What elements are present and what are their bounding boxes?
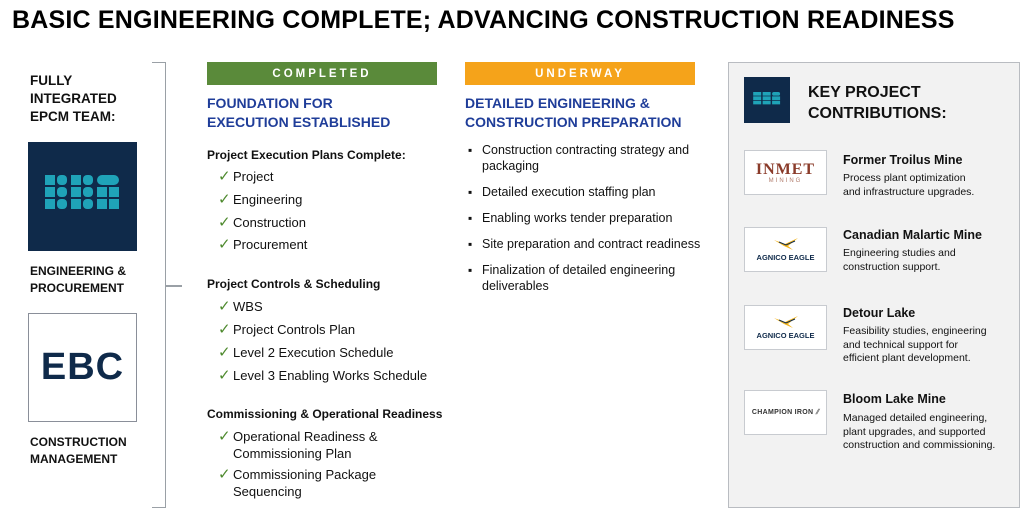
check-item-label: Commissioning Plan <box>233 446 352 461</box>
team-bracket <box>152 62 166 508</box>
check-item <box>218 298 263 316</box>
project-description-line: efficient plant development. <box>843 352 971 364</box>
check-item <box>218 236 307 254</box>
project-description <box>843 172 1018 199</box>
agnico-eagle-logo <box>744 227 827 272</box>
completed-heading-line: FOUNDATION FOR <box>207 95 333 111</box>
ebc-logo-text: EBC <box>40 346 125 388</box>
bullet-icon: ▪ <box>468 237 473 251</box>
completed-heading-line: EXECUTION ESTABLISHED <box>207 114 391 130</box>
underway-banner: UNDERWAY <box>465 62 695 85</box>
project-description-line: and technical support for <box>843 338 958 351</box>
bullet-icon: ▪ <box>468 185 473 199</box>
project-description-line: Engineering studies and <box>843 247 956 259</box>
engineering-label-line: ENGINEERING & <box>30 264 127 278</box>
project-description <box>843 247 1018 274</box>
check-item <box>218 191 302 209</box>
team-heading-line: INTEGRATED <box>30 91 117 106</box>
project-description <box>843 412 1018 453</box>
check-item <box>218 466 376 500</box>
project-description-line: plant upgrades, and supported <box>843 425 986 438</box>
check-item <box>218 367 427 385</box>
project-name: Bloom Lake Mine <box>843 392 946 406</box>
list-item <box>466 262 716 294</box>
checkmark-icon: ✓ <box>218 321 231 338</box>
bba-logo-mark-icon <box>45 175 121 219</box>
check-item-label: Construction <box>233 215 306 230</box>
page-title: BASIC ENGINEERING COMPLETE; ADVANCING CONSTRUCTION READINESS <box>12 6 955 34</box>
underway-heading-line: DETAILED ENGINEERING & <box>465 95 650 111</box>
underway-bullet-list <box>466 142 716 304</box>
project-description-line: Process plant optimization <box>843 172 966 184</box>
construction-label-line: CONSTRUCTION <box>30 435 127 449</box>
inmet-logo-text: INMET <box>755 160 816 178</box>
check-item-label: Project <box>233 169 274 184</box>
checkmark-icon: ✓ <box>218 367 231 384</box>
key-projects-heading-line: KEY PROJECT <box>808 84 921 101</box>
checkmark-icon: ✓ <box>218 298 231 315</box>
check-item-label: Procurement <box>233 237 308 252</box>
engineering-label-line: PROCUREMENT <box>30 281 125 295</box>
check-item <box>218 344 393 362</box>
team-heading-line: FULLY <box>30 73 73 88</box>
team-heading-line: EPCM TEAM: <box>30 109 116 124</box>
agnico-eagle-logo-text: AGNICO EAGLE <box>756 253 815 262</box>
check-item <box>218 214 306 232</box>
team-heading <box>30 72 117 126</box>
bba-logo-mark-icon <box>753 92 781 108</box>
checkmark-icon: ✓ <box>218 236 231 253</box>
check-item <box>218 168 273 186</box>
completed-heading <box>207 94 390 132</box>
check-item-label: Level 2 Execution Schedule <box>233 345 394 360</box>
list-item <box>466 210 716 226</box>
champion-iron-logo-label: CHAMPION IRON <box>751 408 814 416</box>
key-projects-heading <box>808 82 947 124</box>
bba-small-logo <box>744 77 790 123</box>
checkmark-icon: ✓ <box>218 214 231 231</box>
checkmark-icon: ✓ <box>218 191 231 208</box>
bba-logo <box>28 142 137 251</box>
checkmark-icon: ✓ <box>218 466 231 483</box>
agnico-eagle-logo-text: AGNICO EAGLE <box>756 331 815 340</box>
underway-heading-line: CONSTRUCTION PREPARATION <box>465 114 682 130</box>
project-name: Detour Lake <box>843 306 916 320</box>
engineering-label <box>30 263 126 297</box>
bullet-icon: ▪ <box>468 263 473 277</box>
check-item <box>218 428 378 462</box>
team-bracket-tick <box>166 285 182 287</box>
ebc-logo <box>28 313 137 422</box>
check-item-label: Engineering <box>233 192 303 207</box>
inmet-logo <box>744 150 827 195</box>
list-item-label: Enabling works tender preparation <box>482 211 673 225</box>
check-item-label: Commissioning Package <box>233 467 377 482</box>
list-item <box>466 142 716 174</box>
group-title: Project Execution Plans Complete: <box>207 148 406 162</box>
list-item-label: Detailed execution staffing plan <box>482 185 656 199</box>
inmet-logo-subtext: MINING <box>768 177 803 184</box>
check-item-label: Sequencing <box>233 484 302 499</box>
champion-iron-logo <box>744 390 827 435</box>
checkmark-icon: ✓ <box>218 344 231 361</box>
group-title: Commissioning & Operational Readiness <box>207 407 443 421</box>
check-item-label: Operational Readiness & <box>233 429 378 444</box>
construction-label <box>30 434 127 468</box>
check-item <box>218 321 355 339</box>
project-description-line: construction support. <box>843 260 941 273</box>
eagle-icon <box>773 315 799 329</box>
group-title: Project Controls & Scheduling <box>207 277 381 291</box>
list-item-label: Finalization of detailed engineering deliverables <box>482 263 676 293</box>
project-name: Former Troilus Mine <box>843 153 963 167</box>
check-item-label: WBS <box>233 299 263 314</box>
eagle-icon <box>773 237 799 251</box>
key-projects-heading-line: CONTRIBUTIONS: <box>808 105 947 122</box>
project-description-line: and infrastructure upgrades. <box>843 185 975 198</box>
list-item <box>466 236 716 252</box>
list-item <box>466 184 716 200</box>
project-description-line: construction and commissioning. <box>843 439 996 451</box>
check-item-label: Project Controls Plan <box>233 322 356 337</box>
project-name: Canadian Malartic Mine <box>843 228 982 242</box>
project-description-line: Feasibility studies, engineering <box>843 325 987 337</box>
agnico-eagle-logo <box>744 305 827 350</box>
list-item-label: Site preparation and contract readiness <box>482 237 701 251</box>
underway-heading <box>465 94 681 132</box>
completed-banner: COMPLETED <box>207 62 437 85</box>
bullet-icon: ▪ <box>468 143 473 157</box>
check-item-label: Level 3 Enabling Works Schedule <box>233 368 428 383</box>
list-item-label: Construction contracting strategy and packaging <box>482 143 690 173</box>
project-description-line: Managed detailed engineering, <box>843 412 988 424</box>
project-description <box>843 325 1018 366</box>
champion-mark-icon: ⫽ <box>815 408 820 416</box>
checkmark-icon: ✓ <box>218 168 231 185</box>
checkmark-icon: ✓ <box>218 428 231 445</box>
bullet-icon: ▪ <box>468 211 473 225</box>
construction-label-line: MANAGEMENT <box>30 452 118 466</box>
champion-iron-logo-text <box>752 409 819 417</box>
